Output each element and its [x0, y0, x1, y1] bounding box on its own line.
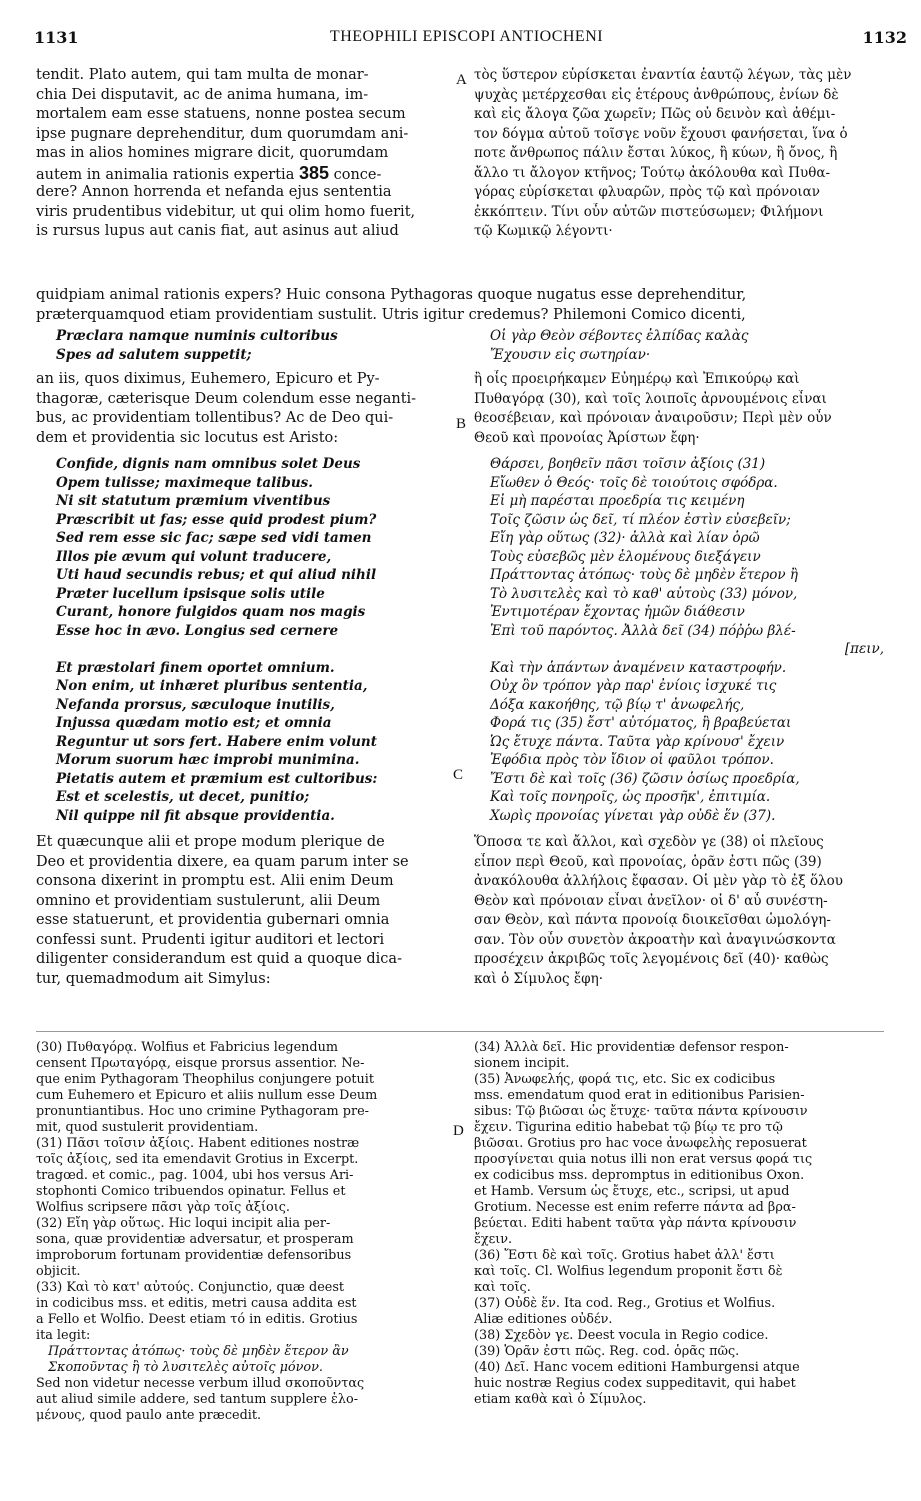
verse-line: Φορά τις (35) ἔστ' αὐτόματος, ἢ βραβεύεται [490, 715, 792, 731]
text-span: conce- [333, 166, 382, 183]
verse-line: Εἴη γὰρ οὕτως (32)· ἀλλὰ καὶ λίαν ὁρῶ [490, 530, 760, 546]
text-line: dem et providentia sic locutus est Aristo: [36, 429, 339, 446]
footnote-line: (32) Εἴη γὰρ οὕτως. Hic loqui incipit alia per- [36, 1216, 331, 1231]
footnote-line: (33) Καὶ τὸ κατ' αὐτούς. Conjunctio, quæ deest [36, 1280, 345, 1295]
verse-latin-1 [56, 327, 456, 364]
text-line: chia Dei disputavit, ac de anima humana, im- [36, 86, 369, 103]
footnote-line: (40) Δεῖ. Hanc vocem editioni Hamburgensi atque [474, 1360, 800, 1375]
margin-letter-b: B [456, 416, 467, 432]
verse-line: Morum suorum hæc improbi munimina. [56, 752, 360, 768]
verse-line: Nefanda prorsus, sæculoque inutilis, [56, 696, 335, 713]
text-span: autem in animalia rationis expertia [36, 166, 295, 183]
full-width-block [36, 286, 884, 325]
verse-line: Δόξα κακοήθης, τῷ βίῳ τ' ἀνωφελής, [490, 696, 745, 713]
greek-line: προσέχειν ἀκριβῶς τοῖς λεγομένοις δεῖ (40)· καθὼς [474, 951, 829, 967]
verse-line: Ὡς ἔτυχε πάντα. Ταῦτα γὰρ κρίνουσ' ἔχειν [490, 733, 785, 750]
footnote-line: ex codicibus mss. depromptus in editionibus Oxon. [474, 1168, 805, 1183]
greek-line: τον δόγμα αὐτοῦ τοῖσγε νοῦν ἔχουσι φανήσεται, ἵνα ὁ [474, 125, 848, 142]
footnote-line: sionem incipit. [474, 1056, 570, 1071]
section-number: 385 [298, 163, 329, 183]
greek-line: Ὅποσα τε καὶ ἄλλοι, καὶ σχεδὸν γε (38) οἱ πλεῖους [474, 834, 824, 850]
verse-line: Τοὺς εὐσεβῶς μὲν ἑλομένους διεξάγειν [490, 548, 761, 565]
greek-line: ἐκκόπτειν. Τίνι οὖν αὐτῶν πιστεύσωμεν; Φιλήμονι [474, 203, 824, 220]
verse-line: Ni sit statutum præmium viventibus [56, 493, 331, 509]
verse-line: Ἔχουσιν εἰς σωτηρίαν· [490, 346, 651, 363]
verse-continuation: [πειν, [844, 641, 884, 657]
greek-line: τῷ Κωμικῷ λέγοντι· [474, 223, 613, 239]
footnote-line: (34) Ἀλλὰ δεῖ. Hic providentiæ defensor respon- [474, 1040, 789, 1055]
footnote-rule [36, 1031, 884, 1032]
greek-top-block [474, 66, 884, 242]
footnote-line: τοῖς ἀξίοις, sed ita emendavit Grotius in Excerpt. [36, 1152, 359, 1167]
greek-line: ποτε ἄνθρωπος πάλιν ἔσται λύκος, ἢ κύων, ἢ ὄνος, ἢ [474, 145, 838, 161]
text-line: bus, ac providentiam tollentibus? Ac de Deo qui- [36, 410, 394, 426]
footnote-line: (35) Ἀνωφελής, φορά τις, etc. Sic ex codicibus [474, 1072, 776, 1087]
footnote-line: sona, quæ providentiæ adversatur, et prosperam [36, 1232, 354, 1247]
latin-mid-block [36, 370, 456, 448]
footnote-line: sibus: Τῷ βιῶσαι ὡς ἔτυχε· ταῦτα πάντα κρίνουσιν [474, 1104, 808, 1119]
footnote-line: improborum fortunam providentiæ defensoribus [36, 1248, 352, 1263]
footnotes-left [36, 1040, 456, 1424]
verse-line: Θάρσει, βοηθεῖν πᾶσι τοῖσιν ἀξίοις (31) [490, 456, 766, 472]
verse-line: Εἰ μὴ παρέσται προεδρία τις κειμένη [490, 493, 745, 509]
greek-line: τὸς ὕστερον εὑρίσκεται ἐναντία ἑαυτῷ λέγων, τὰς μὲν [474, 67, 852, 83]
footnote-line: μένους, quod paulo ante præcedit. [36, 1408, 262, 1423]
text-line: an iis, quos diximus, Euhemero, Epicuro et Py- [36, 371, 380, 387]
text-line: diligenter considerandum est quid a quoque dica- [36, 951, 402, 967]
text-line: Et quæcunque alii et prope modum plerique de [36, 834, 385, 850]
footnote-line: (31) Πᾶσι τοῖσιν ἀξίοις. Habent editiones nostræ [36, 1136, 360, 1151]
greek-line: Πυθαγόρᾳ (30), καὶ τοῖς λοιποῖς ἀρνουμένοις εἶναι [474, 390, 827, 407]
verse-line: Uti haud secundis rebus; et qui aliud nihil [56, 567, 377, 583]
verse-line: Ἐπὶ τοῦ παρόντος. Ἀλλὰ δεῖ (34) πόῤῥω βλέ- [490, 622, 796, 639]
running-title: THEOPHILI EPISCOPI ANTIOCHENI [329, 28, 604, 45]
latin-bottom-block [36, 833, 456, 989]
greek-line: ἀνακόλουθα ἀλλήλοις ἔφασαν. Οἱ μὲν γὰρ τὸ ἐξ ὅλου [474, 873, 843, 889]
verse-gap [56, 640, 456, 659]
verse-line: Non enim, ut inhæret pluribus sententia, [56, 678, 368, 694]
text-line: Deo et providentia dixere, ea quam parum inter se [36, 853, 409, 870]
footnote-line: (39) Ὁρᾶν ἐστι πῶς. Reg. cod. ὁρᾶς πῶς. [474, 1344, 740, 1359]
text-line: esse statuerunt, et providentia gubernari omnia [36, 912, 390, 928]
verse-line: Præscribit ut fas; esse quid prodest pium? [56, 511, 377, 528]
footnote-line: stophonti Comico tribuendos opinatur. Fellus et [36, 1184, 346, 1199]
margin-letter-d: D [453, 1123, 464, 1139]
text-line: mortalem eam esse statuens, nonne postea secum [36, 106, 406, 122]
greek-line: γόρας εὑρίσκεται φλυαρῶν, πρὸς τῷ καὶ πρόνοιαν [474, 184, 820, 200]
footnote-line: mit, quod sustulerit providentiam. [36, 1120, 259, 1135]
text-line: mas in alios homines migrare dicit, quorumdam [36, 145, 389, 161]
verse-latin-2 [56, 455, 456, 825]
verse-line: Spes ad salutem suppetit; [56, 346, 252, 363]
footnote-line: in codicibus mss. et editis, metri causa addita est [36, 1296, 357, 1311]
text-line: viris prudentibus videbitur, ut qui olim homo fuerit, [36, 203, 416, 220]
text-line: is rursus lupus aut canis fiat, aut asinus aut aliud [36, 223, 399, 239]
footnote-line: ἔχειν. Tigurina editio habebat τῷ βίῳ τε pro τῷ [474, 1120, 783, 1135]
text-line: omnino et providentiam sustulerunt, alii Deum [36, 892, 381, 909]
footnote-line: καὶ τοῖς. Cl. Wolfius legendum proponit ἔστι δὲ [474, 1264, 783, 1279]
text-line: quidpiam animal rationis expers? Huic consona Pythagoras quoque nugatus esse deprehenditur, [36, 287, 747, 303]
greek-line: ἄλλο τι ἄλογον κτῆνος; Τούτῳ ἀκόλουθα καὶ Πυθα- [474, 164, 831, 181]
verse-line: Καὶ τὴν ἁπάντων ἀναμένειν καταστροφήν. [490, 659, 787, 676]
text-line: dere? Annon horrenda et nefanda ejus sententia [36, 184, 392, 200]
verse-line: Χωρὶς προνοίας γίνεται γὰρ οὐδὲ ἕν (37). [490, 807, 776, 824]
greek-line: Θεοῦ καὶ προνοίας Ἀρίστων ἔφη· [474, 429, 700, 446]
footnote-line: huic nostræ Regius codex suppeditavit, qui habet [474, 1376, 796, 1391]
footnote-line: (38) Σχεδὸν γε. Deest vocula in Regio codice. [474, 1328, 769, 1343]
verse-greek-2 [490, 455, 884, 825]
verse-line: Opem tulisse; maximeque talibus. [56, 474, 313, 491]
footnote-line: βεύεται. Editi habent ταῦτα γὰρ πάντα κρίνουσιν [474, 1216, 797, 1231]
verse-line: Curant, honore fulgidos quam nos magis [56, 604, 366, 620]
verse-greek-1 [490, 327, 884, 364]
verse-line: Τὸ λυσιτελὲς καὶ τὸ καθ' αὑτοὺς (33) μόνον, [490, 585, 798, 602]
footnote-line: βιῶσαι. Grotius pro hac voce ἀνωφελὴς reposuerat [474, 1136, 807, 1151]
verse-line: Ἐφόδια πρὸς τὸν ἴδιον οἱ φαῦλοι τρόπον. [490, 752, 774, 768]
footnote-line: tragœd. et comic., pag. 1004, ubi hos versus Ari- [36, 1168, 354, 1183]
verse-line: Sed rem esse sic fac; sæpe sed vidi tamen [56, 530, 372, 546]
footnote-line: pronuntiantibus. Hoc uno crimine Pythagoram pre- [36, 1104, 369, 1119]
footnote-line: aut aliud simile addere, sed tantum supplere ἑλο- [36, 1392, 359, 1407]
latin-top-block [36, 66, 456, 242]
text-line: ipse pugnare deprehenditur, dum quorumdam ani- [36, 125, 409, 142]
verse-line: Est et scelestis, ut decet, punitio; [56, 789, 310, 805]
verse-line: Οἱ γὰρ Θεὸν σέβοντες ἐλπίδας καλὰς [490, 328, 749, 344]
verse-line: Reguntur ut sors fert. Habere enim volunt [56, 733, 377, 750]
greek-line: ἢ οἷς προειρήκαμεν Εὐημέρῳ καὶ Ἐπικούρῳ καὶ [474, 371, 800, 387]
text-line: tendit. Plato autem, qui tam multa de monar- [36, 67, 369, 83]
verse-line: Et præstolari finem oportet omnium. [56, 659, 335, 676]
greek-bottom-block [474, 833, 884, 989]
text-line: consona dixerint in promptu est. Alii enim Deum [36, 873, 394, 889]
footnote-line: καὶ τοῖς. [474, 1280, 531, 1295]
footnote-line: (37) Οὐδὲ ἕν. Ita cod. Reg., Grotius et Wolfius. [474, 1296, 776, 1311]
text-line: confessi sunt. Prudenti igitur auditori et lectori [36, 931, 385, 948]
verse-line: Ἔστι δὲ καὶ τοῖς (36) ζῶσιν ὁσίως προεδρία, [490, 770, 800, 787]
verse-line: Pietatis autem et præmium est cultoribus: [56, 770, 378, 787]
footnote-line: et Hamb. Versum ὡς ἔτυχε, etc., scripsi, ut apud [474, 1184, 790, 1199]
footnote-line: Wolfius scripsere πᾶσι γὰρ τοῖς ἀξίοις. [36, 1200, 290, 1215]
page-number-left: 1131 [34, 28, 79, 47]
footnote-verse-line: Σκοποῦντας ἢ τὸ λυσιτελὲς αὐτοῖς μόνον. [48, 1360, 323, 1375]
footnote-line: Sed non videtur necesse verbum illud σκοποῦντας [36, 1376, 365, 1391]
text-line-with-section-number [36, 164, 456, 184]
footnote-line: mss. emendatum quod erat in editionibus Parisien- [474, 1088, 805, 1103]
verse-line: Nil quippe nil fit absque providentia. [56, 807, 335, 824]
verse-line: Esse hoc in ævo. Longius sed cernere [56, 622, 339, 639]
verse-line: Ἐντιμοτέραν ἔχοντας ἡμῶν διάθεσιν [490, 604, 745, 620]
running-header [26, 28, 907, 54]
text-line: tur, quemadmodum ait Simylus: [36, 970, 271, 987]
page-number-right: 1132 [862, 28, 907, 47]
text-line: thagoræ, cæterisque Deum colendum esse neganti- [36, 390, 417, 407]
verse-line: Καὶ τοῖς πονηροῖς, ὡς προσῆκ', ἐπιτιμία. [490, 789, 771, 805]
footnotes-right [474, 1040, 884, 1408]
greek-line: ψυχὰς μετέρχεσθαι εἰς ἑτέρους ἀνθρώπους, ἐνίων δὲ [474, 86, 839, 103]
greek-line: θεοσέβειαν, καὶ πρόνοιαν ἀναιροῦσιν; Περὶ μὲν οὖν [474, 410, 832, 426]
footnote-line: Grotium. Necesse est enim referre πάντα ad βρα- [474, 1200, 796, 1215]
greek-line: σαν. Τὸν οὖν συνετὸν ἀκροατὴν καὶ ἀναγινώσκοντα [474, 931, 836, 948]
footnote-line: ita legit: [36, 1328, 91, 1343]
footnote-line: ἔχειν. [474, 1232, 513, 1247]
margin-letter-a: A [456, 72, 467, 88]
footnote-line: (36) Ἔστι δὲ καὶ τοῖς. Grotius habet ἀλλ' ἔστι [474, 1248, 775, 1263]
footnote-line: Aliæ editiones οὐδέν. [474, 1312, 613, 1327]
verse-line: Confide, dignis nam omnibus solet Deus [56, 456, 361, 472]
footnote-line: etiam καθὰ καὶ ὁ Σίμυλος. [474, 1392, 647, 1407]
footnote-line: cum Euhemero et Epicuro et aliis nullum esse Deum [36, 1088, 378, 1103]
verse-line: Πράττοντας ἀτόπως· τοὺς δὲ μηδὲν ἕτερον ἢ [490, 567, 798, 583]
verse-line: Εἴωθεν ὁ Θεός· τοῖς δὲ τοιούτοις σφόδρα. [490, 474, 778, 491]
greek-line: Θεὸν καὶ πρόνοιαν εἶναι ἀνεῖλον· οἱ δ' αὖ συνέστη- [474, 892, 828, 909]
verse-line: Injussa quædam motio est; et omnia [56, 715, 332, 731]
verse-line: Οὐχ ὃν τρόπον γὰρ παρ' ἐνίοις ἰσχυκέ τις [490, 678, 777, 694]
margin-letter-c: C [453, 767, 464, 783]
text-line: præterquamquod etiam providentiam sustulit. Utris igitur credemus? Philemoni Comico dicenti, [36, 306, 746, 323]
footnote-line: que enim Pythagoram Theophilus conjungere potuit [36, 1072, 375, 1087]
footnote-verse-line: Πράττοντας ἀτόπως· τοὺς δὲ μηδὲν ἕτερον ἂν [48, 1344, 349, 1359]
greek-line: καὶ ὁ Σίμυλος ἔφη· [474, 970, 603, 987]
footnote-line: a Fello et Wolfio. Deest etiam τό in editis. Grotius [36, 1312, 358, 1327]
footnote-line: (30) Πυθαγόρᾳ. Wolfius et Fabricius legendum [36, 1040, 338, 1055]
verse-line: Præter lucellum ipsisque solis utile [56, 585, 325, 602]
greek-line: σαν Θεὸν, καὶ πάντα προνοίᾳ διοικεῖσθαι ὡμολόγη- [474, 912, 831, 928]
footnote-line: objicit. [36, 1264, 81, 1279]
footnote-line: censent Πρωταγόρᾳ, eisque prorsus assentior. Ne- [36, 1056, 365, 1071]
greek-line: καὶ εἰς ἄλογα ζῶα χωρεῖν; Πῶς οὐ δεινὸν καὶ ἀθέμι- [474, 106, 836, 122]
greek-line: εἶπον περὶ Θεοῦ, καὶ προνοίας, ὁρᾶν ἐστι πῶς (39) [474, 853, 822, 870]
verse-line: Præclara namque numinis cultoribus [56, 328, 338, 344]
footnote-line: προσγίνεται quia notus illi non erat versus φορά τις [474, 1152, 813, 1167]
verse-line: Illos pie ævum qui volunt traducere, [56, 548, 332, 565]
verse-line: Τοῖς ζῶσιν ὡς δεῖ, τί πλέον ἐστὶν εὐσεβεῖν; [490, 511, 791, 528]
greek-mid-block [474, 370, 884, 448]
